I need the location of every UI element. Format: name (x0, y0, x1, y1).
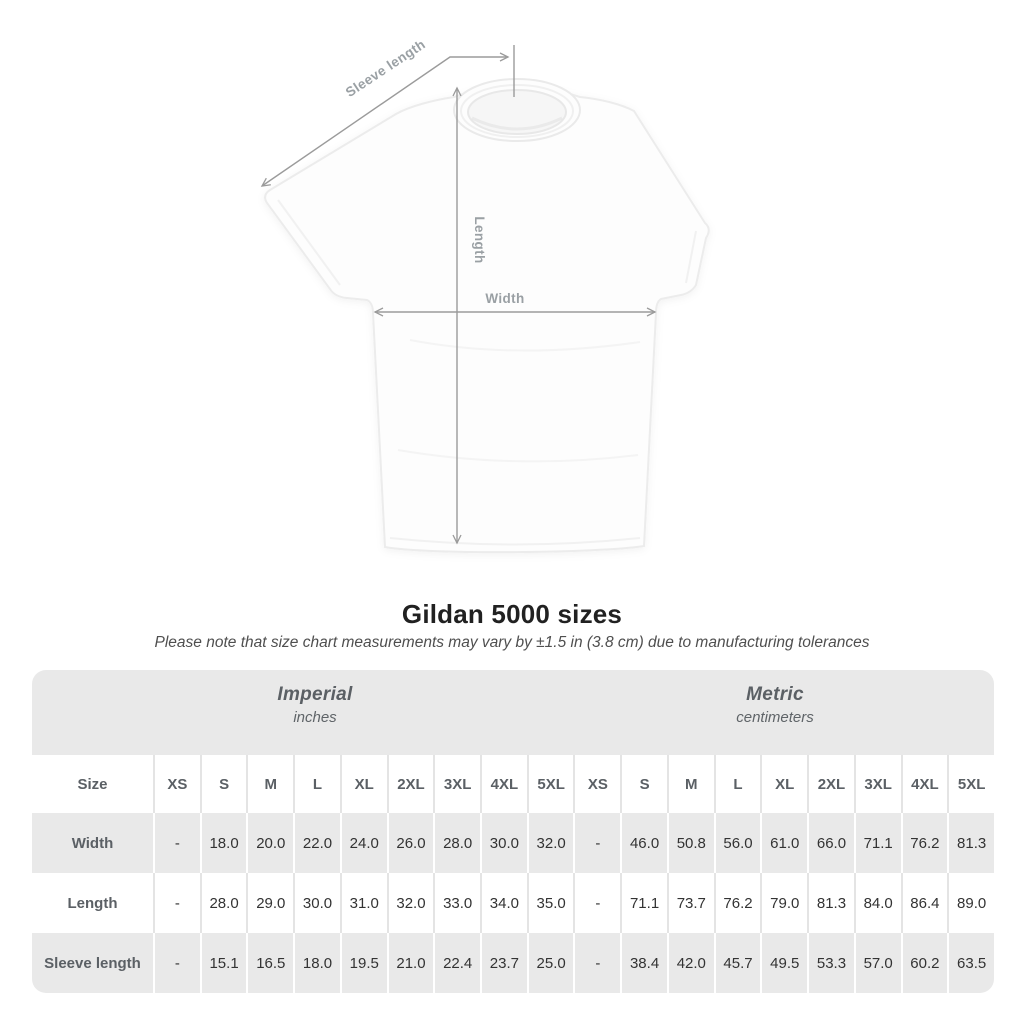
row-label: Length (67, 894, 118, 912)
value-cell: 19.5 (340, 933, 387, 993)
value-cell: 33.0 (433, 873, 480, 933)
sleeve-length-label: Sleeve length (342, 36, 429, 100)
size-col-header: XS (153, 755, 200, 813)
value-cell: 32.0 (527, 813, 574, 873)
value-cell: 76.2 (901, 813, 948, 873)
size-col-header: S (200, 755, 247, 813)
length-label: Length (472, 216, 487, 264)
value-cell: 29.0 (246, 873, 293, 933)
value-cell: - (153, 873, 200, 933)
size-col-header: 3XL (433, 755, 480, 813)
size-table (32, 670, 994, 993)
row-label: Width (71, 834, 114, 852)
value-cell: 32.0 (387, 873, 434, 933)
value-cell: 53.3 (807, 933, 854, 993)
value-cell: 22.0 (293, 813, 340, 873)
table-unit-band (32, 670, 994, 755)
table-row (32, 813, 994, 873)
value-cell: 23.7 (480, 933, 527, 993)
size-col-header: S (620, 755, 667, 813)
value-cell: 46.0 (620, 813, 667, 873)
table-row (32, 873, 994, 933)
value-cell: 66.0 (807, 813, 854, 873)
value-cell: 81.3 (947, 813, 994, 873)
tshirt-illustration (265, 79, 709, 552)
table-row (32, 933, 994, 993)
size-table-grid (32, 755, 994, 993)
value-cell: 49.5 (760, 933, 807, 993)
size-col-header: M (246, 755, 293, 813)
table-row (32, 755, 994, 813)
value-cell: 38.4 (620, 933, 667, 993)
unit-group-imperial-subtitle: inches (293, 709, 337, 726)
value-cell: 76.2 (714, 873, 761, 933)
size-col-header: XL (340, 755, 387, 813)
value-cell: 34.0 (480, 873, 527, 933)
unit-group-metric (736, 684, 814, 726)
unit-group-metric-title: Metric (746, 684, 804, 705)
size-col-header: 2XL (807, 755, 854, 813)
value-cell: 57.0 (854, 933, 901, 993)
value-cell: 56.0 (714, 813, 761, 873)
size-col-header: 5XL (947, 755, 994, 813)
size-col-header: XS (573, 755, 620, 813)
value-cell: 30.0 (480, 813, 527, 873)
value-cell: 89.0 (947, 873, 994, 933)
value-cell: 28.0 (200, 873, 247, 933)
size-col-header: 4XL (901, 755, 948, 813)
value-cell: 45.7 (714, 933, 761, 993)
value-cell: 31.0 (340, 873, 387, 933)
value-cell: 71.1 (620, 873, 667, 933)
value-cell: - (573, 873, 620, 933)
value-cell: 30.0 (293, 873, 340, 933)
value-cell: 28.0 (433, 813, 480, 873)
value-cell: 73.7 (667, 873, 714, 933)
size-col-header: 3XL (854, 755, 901, 813)
size-col-header: XL (760, 755, 807, 813)
value-cell: 42.0 (667, 933, 714, 993)
value-cell: 18.0 (293, 933, 340, 993)
value-cell: 20.0 (246, 813, 293, 873)
value-cell: 61.0 (760, 813, 807, 873)
size-col-header: 2XL (387, 755, 434, 813)
size-col-header: L (714, 755, 761, 813)
value-cell: 15.1 (200, 933, 247, 993)
value-cell: 71.1 (854, 813, 901, 873)
value-cell: 35.0 (527, 873, 574, 933)
value-cell: - (573, 933, 620, 993)
size-col-header: 5XL (527, 755, 574, 813)
value-cell: 81.3 (807, 873, 854, 933)
unit-group-metric-subtitle: centimeters (736, 709, 814, 726)
value-cell: - (573, 813, 620, 873)
size-col-header: L (293, 755, 340, 813)
value-cell: 26.0 (387, 813, 434, 873)
size-col-header: M (667, 755, 714, 813)
value-cell: 24.0 (340, 813, 387, 873)
tshirt-collar (454, 79, 580, 141)
row-label: Sleeve length (44, 954, 141, 972)
unit-group-imperial-title: Imperial (277, 684, 353, 705)
value-cell: 60.2 (901, 933, 948, 993)
value-cell: 16.5 (246, 933, 293, 993)
width-label: Width (485, 291, 525, 306)
unit-group-imperial (277, 684, 352, 726)
value-cell: 84.0 (854, 873, 901, 933)
value-cell: 86.4 (901, 873, 948, 933)
value-cell: 79.0 (760, 873, 807, 933)
value-cell: 18.0 (200, 813, 247, 873)
value-cell: 63.5 (947, 933, 994, 993)
value-cell: 22.4 (433, 933, 480, 993)
size-col-header: 4XL (480, 755, 527, 813)
value-cell: - (153, 813, 200, 873)
size-corner-header: Size (77, 775, 108, 793)
value-cell: - (153, 933, 200, 993)
page-title: Gildan 5000 sizes (401, 599, 623, 629)
value-cell: 50.8 (667, 813, 714, 873)
value-cell: 25.0 (527, 933, 574, 993)
value-cell: 21.0 (387, 933, 434, 993)
page-subtitle: Please note that size chart measurements may vary by ±1.5 in (3.8 cm) due to manufacturing tolerances (154, 634, 870, 651)
